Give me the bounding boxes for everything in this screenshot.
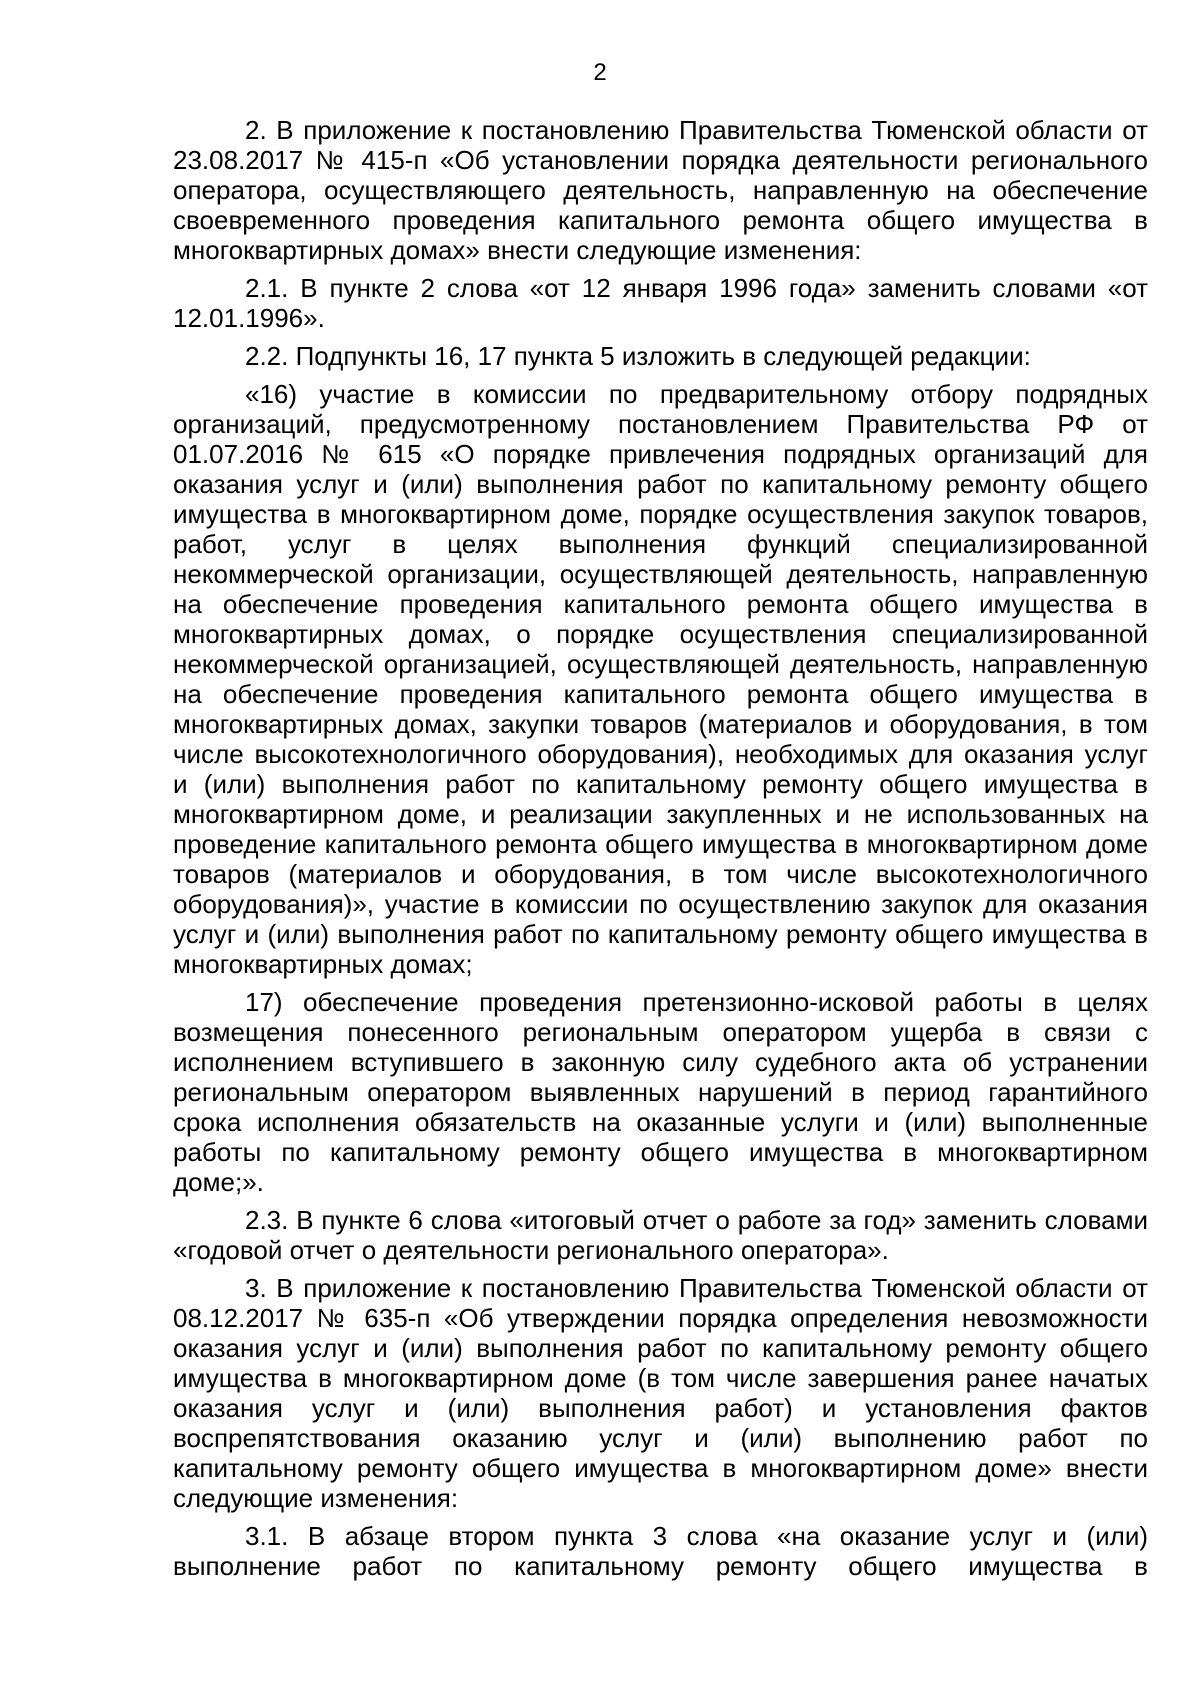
paragraph-2-3: 2.3. В пункте 6 слова «итоговый отчет о работе за год» заменить словами «годовой отчет о деятельности регионального оператора». xyxy=(173,1205,1148,1265)
paragraph-3-1: 3.1. В абзаце втором пункта 3 слова «на оказание услуг и (или) выполнение работ по капитальному ремонту общего имущества в xyxy=(173,1521,1148,1581)
paragraph-subitem-16: «16) участие в комиссии по предварительному отбору подрядных организаций, предусмотренному постановлением Правительства РФ от 01.07.2016 № 615 «О порядке привлечения подрядных организаций для оказания услуг и (или) выполнения работ по капитальному ремонту общего имущества в многоквартирном доме, порядке осуществления закупок товаров, работ, услуг в целях выполнения функций специализированной некоммерческой организации, осуществляющей деятельность, направленную на обеспечение проведения капитального ремонта общего имущества в многоквартирных домах, о порядке осуществления специализированной некоммерческой организацией, осуществляющей деятельность, направленную на обеспечение проведения капитального ремонта общего имущества в многоквартирных домах, закупки товаров (материалов и оборудования, в том числе высокотехнологичного оборудования), необходимых для оказания услуг и (или) выполнения работ по капитальному ремонту общего имущества в многоквартирном доме, и реализации закупленных и не использованных на проведение капитального ремонта общего имущества в многоквартирном доме товаров (материалов и оборудования, в том числе высокотехнологичного оборудования)», участие в комиссии по осуществлению закупок для оказания услуг и (или) выполнения работ по капитальному ремонту общего имущества в многоквартирных домах; xyxy=(173,379,1148,979)
paragraph-subitem-17: 17) обеспечение проведения претензионно-исковой работы в целях возмещения понесенного региональным оператором ущерба в связи с исполнением вступившего в законную силу судебного акта об устранении региональным оператором выявленных нарушений в период гарантийного срока исполнения обязательств на оказанные услуги и (или) выполненные работы по капитальному ремонту общего имущества в многоквартирном доме;». xyxy=(173,987,1148,1197)
paragraph-2-2: 2.2. Подпункты 16, 17 пункта 5 изложить в следующей редакции: xyxy=(245,341,1031,371)
paragraph-2-1: 2.1. В пункте 2 слова «от 12 января 1996 года» заменить словами «от 12.01.1996». xyxy=(173,273,1148,333)
paragraph-3: 3. В приложение к постановлению Правительства Тюменской области от 08.12.2017 № 635-п «Об утверждении порядка определения невозможности оказания услуг и (или) выполнения работ по капитальному ремонту общего имущества в многоквартирном доме (в том числе завершения ранее начатых оказания услуг и (или) выполнения работ) и установления фактов воспрепятствования оказанию услуг и (или) выполнению работ по капитальному ремонту общего имущества в многоквартирном доме» внести следующие изменения: xyxy=(173,1273,1148,1513)
paragraph-2: 2. В приложение к постановлению Правительства Тюменской области от 23.08.2017 № 415-п «Об установлении порядка деятельности регионального оператора, осуществляющего деятельность, направленную на обеспечение своевременного проведения капитального ремонта общего имущества в многоквартирных домах» внести следующие изменения: xyxy=(173,115,1148,265)
page-number: 2 xyxy=(593,59,607,86)
document-body xyxy=(173,115,1148,1589)
